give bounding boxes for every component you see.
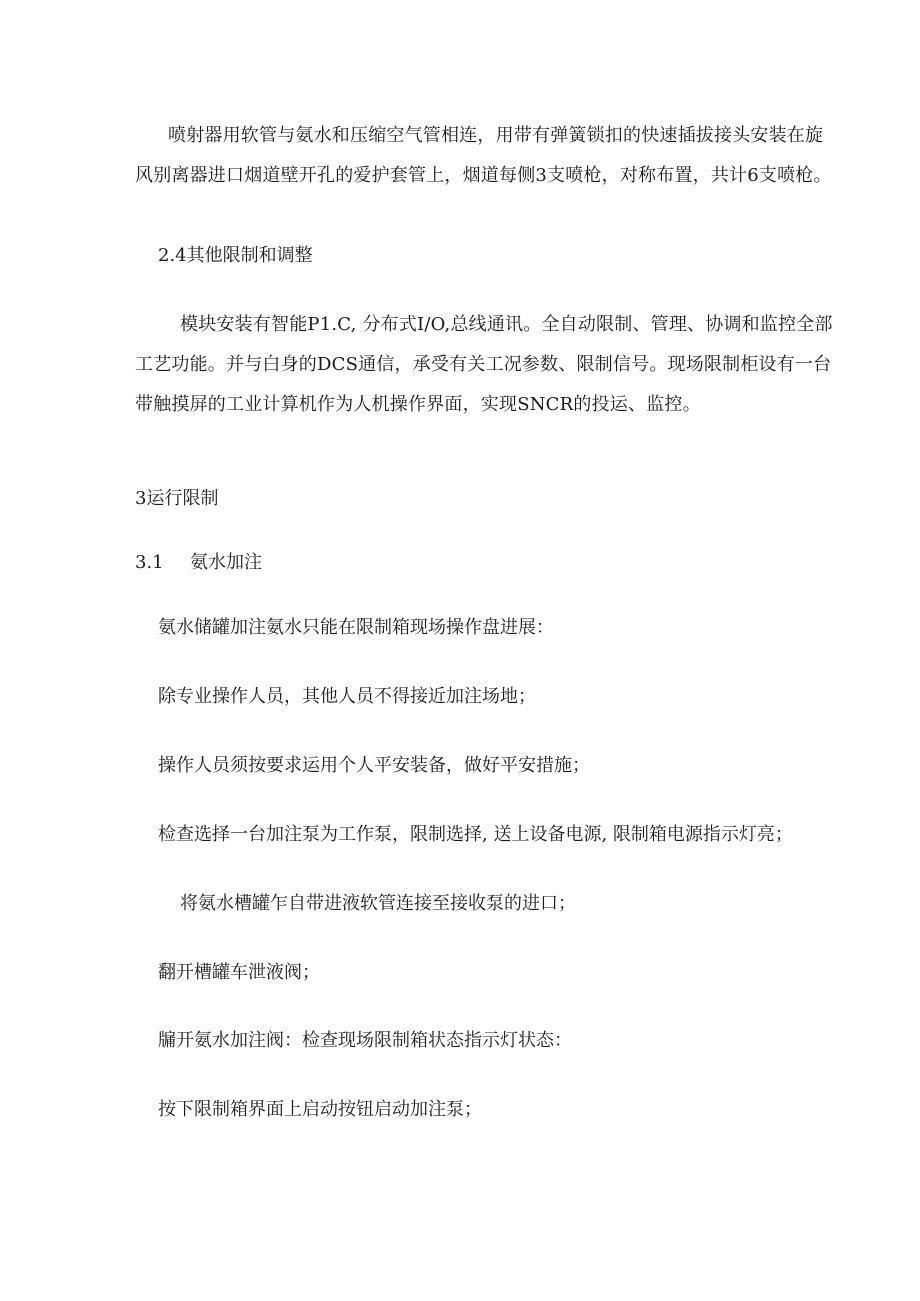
paragraph-line: 工艺功能。并与白身的DCS通信，承受有关工况参数、限制信号。现场限制柜设有一台 (135, 354, 832, 375)
paragraph-line: 喷射器用软管与氨水和压缩空气管相连，用带有弹簧锁扣的快速插拔接头安装在旋 (168, 125, 824, 146)
paragraph-control-module (135, 305, 833, 425)
list-item: 除专业操作人员，其他人员不得接近加注场地； (158, 686, 536, 707)
section-number: 3.1 (135, 552, 164, 573)
list-item: 牖开氨水加注阀：检查现场限制箱状态指示灯状态： (158, 1030, 572, 1051)
list-item: 按下限制箱界面上启动按钮启动加注泵； (158, 1099, 482, 1120)
section-heading-3-1 (135, 551, 262, 575)
paragraph-line: 模块安装有智能P1.C, 分布式I/O,总线通讯。全自动限制、管理、协调和监控全部 (180, 314, 833, 335)
list-item: 检查选择一台加注泵为工作泵，限制选择, 送上设备电源, 限制箱电源指示灯亮； (158, 824, 793, 845)
paragraph-nozzle-installation (135, 116, 832, 196)
paragraph-line: 风别离器进口烟道壁开孔的爱护套管上，烟道每侧3支喷枪，对称布置，共计6支喷枪。 (135, 165, 832, 186)
list-item: 翻开槽罐车泄液阀； (158, 962, 320, 983)
section-heading-3: 3运行限制 (135, 488, 219, 509)
list-item: 将氨水槽罐乍自带进液软管连接至接收泵的进口； (180, 893, 576, 914)
list-item: 氨水储罐加注氨水只能在限制箱现场操作盘进展： (158, 617, 554, 638)
section-title: 氨水加注 (190, 552, 262, 573)
paragraph-line: 带触摸屏的工业计算机作为人机操作界面，实现SNCR的投运、监控。 (135, 394, 701, 415)
list-item: 操作人员须按要求运用个人平安装备，做好平安措施； (158, 755, 590, 776)
section-heading-2-4: 2.4其他限制和调整 (158, 245, 313, 266)
